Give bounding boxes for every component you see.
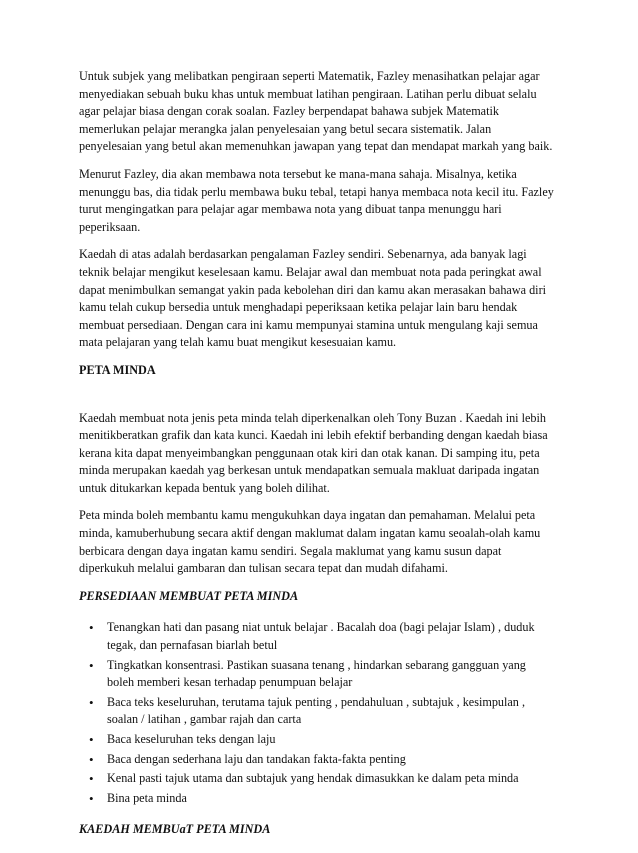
paragraph — [79, 410, 569, 498]
text-line: menunggu bas, dia tidak perlu membawa buku tebal, tetapi hanya membaca nota kecil itu. Fazley — [79, 184, 554, 199]
text-line: mata pelajaran yang telah kamu buat mengikut kesesuaian kamu. — [79, 335, 397, 350]
text-line: • Tingkatkan konsentrasi. Pastikan suasana tenang , hindarkan sebarang gangguan yang — [107, 657, 526, 672]
text-line: peperiksaan. — [79, 219, 141, 234]
text-line: soalan / latihan , gambar rajah dan carta — [107, 712, 302, 727]
section-heading-persediaan: PERSEDIAAN MEMBUAT PETA MINDA — [79, 588, 299, 603]
section-heading-kaedah: KAEDAH MEMBUaT PETA MINDA — [79, 822, 271, 837]
text-line: Kaedah di atas adalah berdasarkan pengalaman Fazley sendiri. Sebenarnya, ada banyak lagi — [79, 247, 527, 262]
list-item — [79, 751, 569, 769]
section-heading-peta-minda: PETA MINDA — [79, 362, 156, 377]
text-line: kerana kita dapat menyeimbangkan penggunaan otak kiri dan otak kanan. Di samping itu, peta — [79, 445, 540, 460]
text-line: • Baca keseluruhan teks dengan laju — [107, 732, 276, 746]
bullet-list — [79, 619, 569, 807]
text-line: kamu telah cukup bersedia untuk menghadapi peperiksaan ketika pelajar lain baru hendak — [79, 300, 518, 315]
text-line: • Kenal pasti tajuk utama dan subtajuk yang hendak dimasukkan ke dalam peta minda — [107, 771, 519, 786]
text-line: minda merupakan kaedah yag berkesan untuk mendapatkan semuala makluat daripada ingatan — [79, 463, 540, 478]
text-line: untuk ditukarkan kepada bentuk yang boleh dilihat. — [79, 480, 330, 495]
text-line: menitikberatkan grafik dan kata kunci. Kaedah ini lebih efektif berbanding dengan kaedah biasa — [79, 428, 548, 443]
text-line: Kaedah membuat nota jenis peta minda telah diperkenalkan oleh Tony Buzan . Kaedah ini lebih — [79, 410, 546, 425]
text-line: diperkukuh melalui gambaran dan tulisan secara tepat dan mudah difahami. — [79, 561, 448, 576]
text-line: Peta minda boleh membantu kamu mengukuhkan daya ingatan dan pemahaman. Melalui peta — [79, 508, 536, 523]
text-line: agar pelajar biasa dengan corak soalan. Fazley berpendapat bahawa subjek Matematik — [79, 104, 499, 119]
text-line: membuat persediaan. Dengan cara ini kamu mempunyai stamina untuk mengulang kaji semua — [79, 317, 538, 332]
paragraph — [79, 507, 569, 577]
list-item — [79, 790, 569, 808]
text-line: memerlukan pelajar merangka jalan penyelesaian yang betul secara sistematik. Jalan — [79, 121, 492, 136]
text-line: Untuk subjek yang melibatkan pengiraan seperti Matematik, Fazley menasihatkan pelajar agar — [79, 69, 540, 83]
text-line: • Tenangkan hati dan pasang niat untuk belajar . Bacalah doa (bagi pelajar Islam) , duduk — [107, 620, 535, 635]
paragraph — [79, 166, 569, 236]
text-line: dapat menimbulkan semangat yakin pada kebolehan diri dan kamu akan merasakan bahawa diri — [79, 282, 547, 297]
text-line: penyelesaian yang betul akan memenuhkan jawapan yang tepat dan mendapat markah yang baik. — [79, 139, 553, 154]
text-line: tegak, dan pernafasan biarlah betul — [107, 638, 278, 653]
text-line: • Baca teks keseluruhan, terutama tajuk penting , pendahuluan , subtajuk , kesimpulan , — [107, 694, 525, 709]
list-item — [79, 619, 569, 654]
text-line: berbicara dengan daya ingatan kamu sendiri. Segala maklumat yang kamu susun dapat — [79, 543, 502, 558]
intro-section — [79, 68, 569, 352]
list-item — [79, 731, 569, 749]
text-line: boleh memberi kesan terhadap penumpuan belajar — [107, 675, 353, 690]
text-line: • Bina peta minda — [107, 790, 187, 805]
paragraph — [79, 246, 569, 352]
paragraph — [79, 68, 569, 156]
text-line: • Baca dengan sederhana laju dan tandakan fakta-fakta penting — [107, 751, 406, 766]
text-line: menyediakan sebuah buku khas untuk membuat latihan pengiraan. Latihan perlu dibuat selalu — [79, 86, 537, 101]
text-line: Menurut Fazley, dia akan membawa nota tersebut ke mana-mana sahaja. Misalnya, ketika — [79, 166, 517, 181]
peta-minda-section — [79, 410, 569, 578]
text-line: turut mengingatkan para pelajar agar membawa nota yang dibuat tanpa menunggu hari — [79, 202, 502, 217]
text-line: minda, kamuberhubung secara aktif dengan maklumat dalam ingatan kamu seoalah-olah kamu — [79, 526, 541, 541]
list-item — [79, 657, 569, 692]
text-line: teknik belajar mengikut keselesaan kamu. Belajar awal dan membuat nota pada peringkat awal — [79, 264, 542, 279]
document-page — [79, 68, 569, 853]
list-item — [79, 694, 569, 729]
list-item — [79, 770, 569, 788]
